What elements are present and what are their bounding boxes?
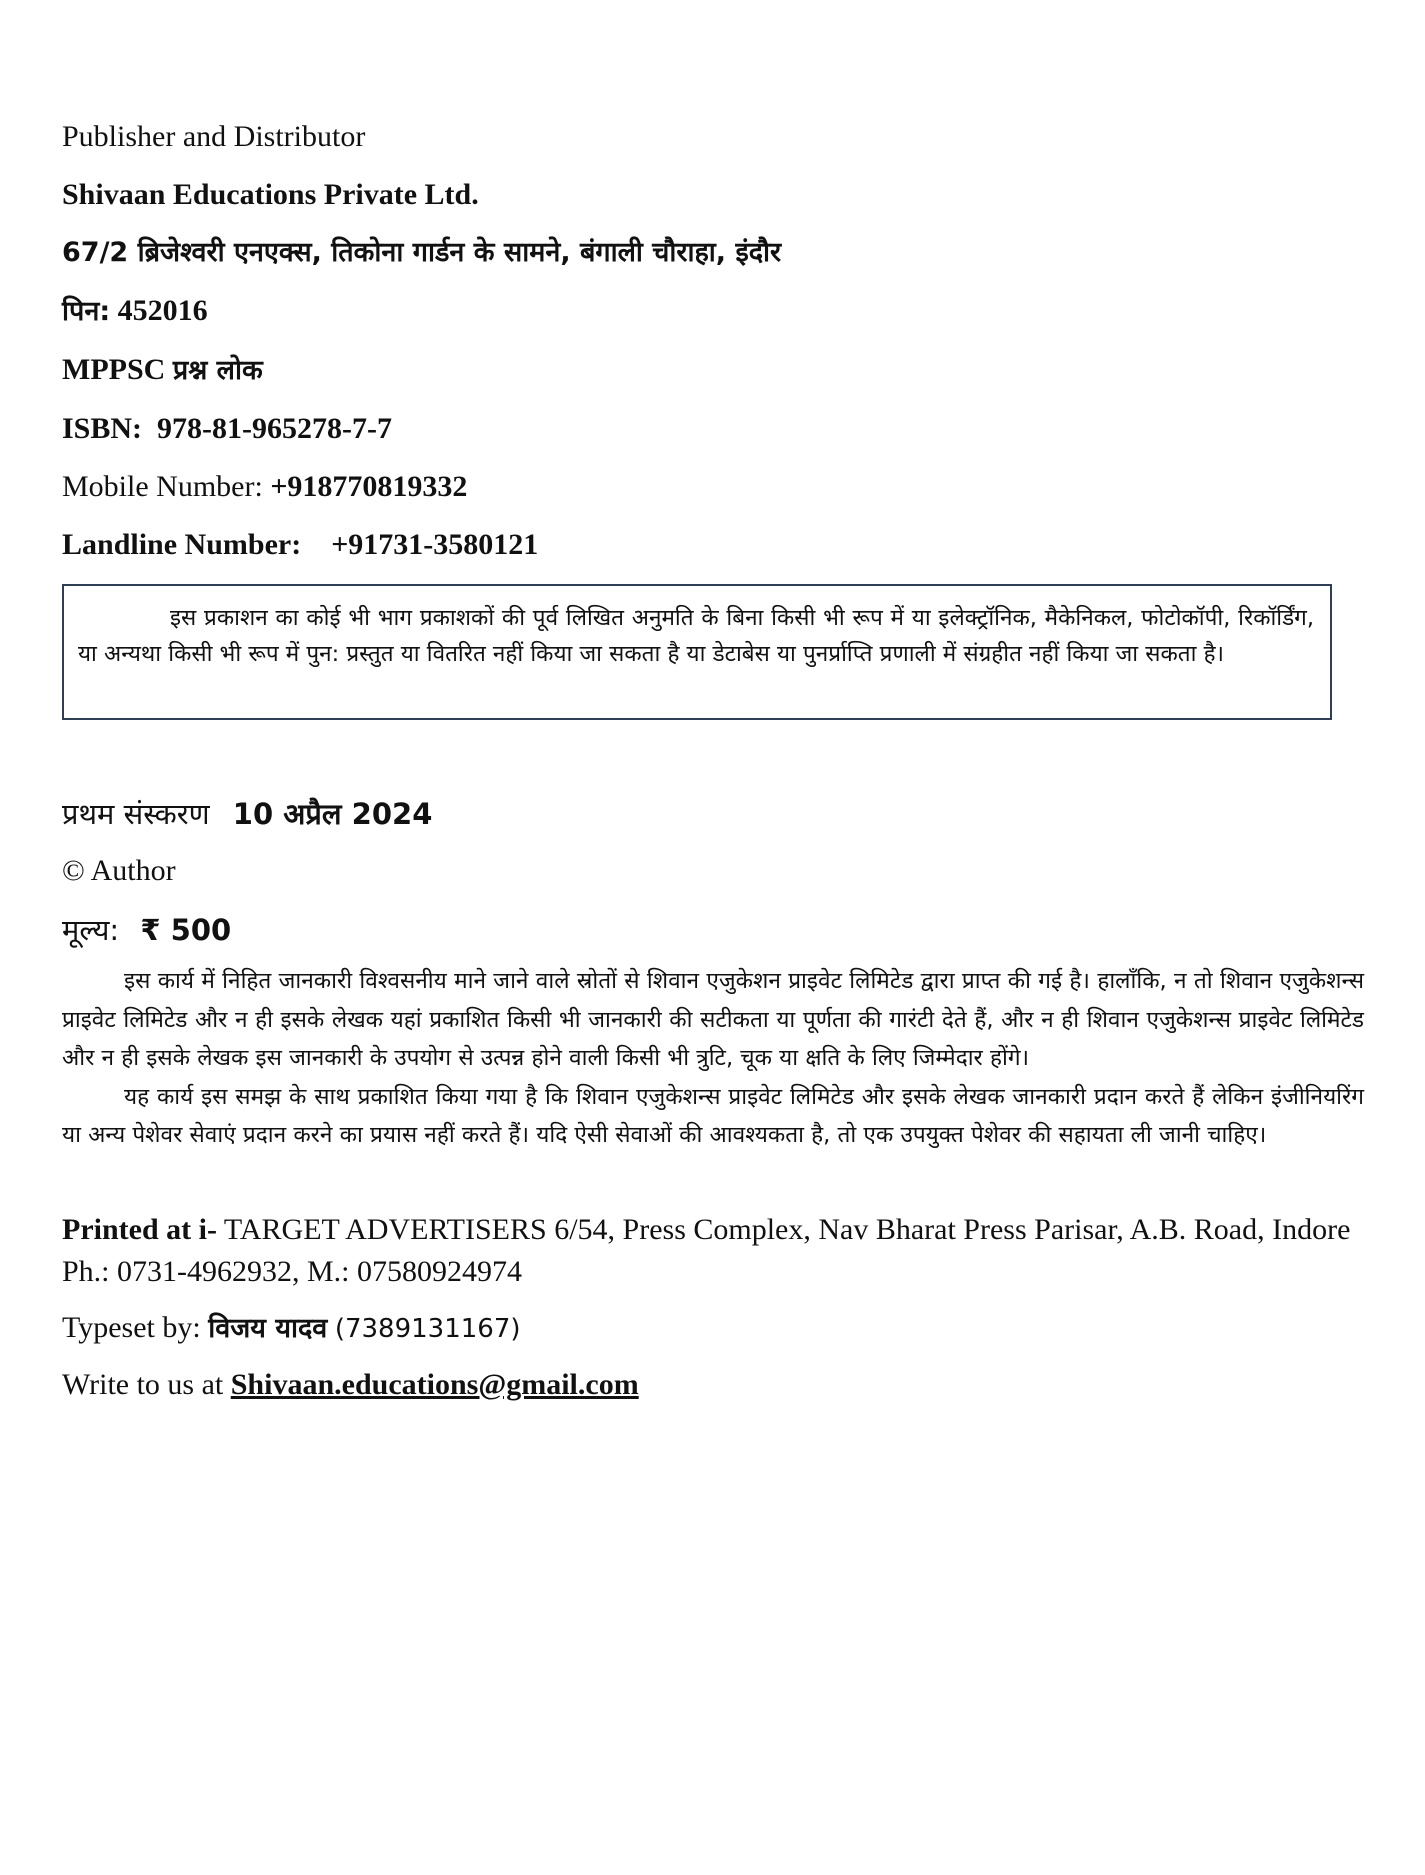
typeset-line bbox=[62, 1307, 1366, 1350]
landline-label: Landline Number: bbox=[62, 528, 302, 561]
typeset-label: Typeset by: bbox=[62, 1310, 201, 1344]
printed-value: TARGET ADVERTISERS 6/54, Press Complex, Nav Bharat Press Parisar, A.B. Road, Indore Ph.: 0731-4962932, M.: 07580924974 bbox=[62, 1212, 1351, 1288]
landline-value: +91731-3580121 bbox=[331, 528, 539, 561]
disclaimer-paragraph-2: यह कार्य इस समझ के साथ प्रकाशित किया गया है कि शिवान एजुकेशन्स प्राइवेट लिमिटेड और इसके लेखक जानकारी प्रदान करते हैं लेकिन इंजीनियरिंग या अन्य पेशेवर सेवाएं प्रदान करने का प्रयास नहीं करते हैं। यदि ऐसी सेवाओं की आवश्यकता है, तो एक उपयुक्त पेशेवर की सहायता ली जानी चाहिए। bbox=[62, 1083, 1364, 1148]
typeset-phone: (7389131167) bbox=[334, 1313, 521, 1344]
isbn-line bbox=[62, 410, 1366, 448]
printed-label: Printed at i- bbox=[62, 1212, 217, 1246]
isbn-value: 978-81-965278-7-7 bbox=[157, 412, 392, 445]
price-label: मूल्य: bbox=[62, 913, 120, 947]
landline-line bbox=[62, 526, 1366, 564]
company-name: Shivaan Educations Private Ltd. bbox=[62, 178, 479, 211]
book-title-line bbox=[62, 351, 1366, 390]
book-title-hi: प्रश्न लोक bbox=[172, 355, 263, 386]
imprint-page bbox=[62, 118, 1366, 1406]
price-line bbox=[62, 910, 1366, 950]
edition-line bbox=[62, 794, 1366, 834]
contact-line bbox=[62, 1364, 1366, 1406]
edition-date: 10 अप्रैल 2024 bbox=[232, 797, 433, 831]
copyright-author: © Author bbox=[62, 854, 176, 887]
edition-label: प्रथम संस्करण bbox=[62, 797, 210, 831]
isbn-label: ISBN: bbox=[62, 412, 143, 445]
mobile-value: +918770819332 bbox=[270, 470, 468, 503]
pin-value: 452016 bbox=[117, 294, 208, 327]
printed-at bbox=[62, 1209, 1366, 1293]
typeset-name: विजय यादव bbox=[208, 1312, 328, 1344]
pin-label: पिन: bbox=[62, 296, 111, 327]
mobile-line bbox=[62, 468, 1366, 506]
pin-line bbox=[62, 292, 1366, 331]
disclaimer-paragraph-1: इस कार्य में निहित जानकारी विश्वसनीय माने जाने वाले स्रोतों से शिवान एजुकेशन प्राइवेट लिमिटेड द्वारा प्राप्त की गई है। हालाँकि, न तो शिवान एजुकेशन्स प्राइवेट लिमिटेड और न ही इसके लेखक यहां प्रकाशित किसी भी जानकारी की सटीकता या पूर्णता की गारंटी देते हैं, और न ही शिवान एजुकेशन्स प्राइवेट लिमिटेड और न ही इसके लेखक इस जानकारी के उपयोग से उत्पन्न होने वाली किसी भी त्रुटि, चूक या क्षति के लिए जिम्मेदार होंगे। bbox=[62, 968, 1364, 1071]
address: 67/2 ब्रिजेश्वरी एनएक्स, तिकोना गार्डन के सामने, बंगाली चौराहा, इंदौर bbox=[62, 237, 782, 268]
publisher-label: Publisher and Distributor bbox=[62, 120, 366, 153]
book-title-en: MPPSC bbox=[62, 353, 166, 386]
copyright-notice-box: इस प्रकाशन का कोई भी भाग प्रकाशकों की पूर्व लिखित अनुमति के बिना किसी भी रूप में या इलेक्ट्रॉनिक, मैकेनिकल, फोटोकॉपी, रिकॉर्डिंग, या अन्यथा किसी भी रूप में पुन: प्रस्तुत या वितरित नहीं किया जा सकता है या डेटाबेस या पुनर्प्राप्ति प्रणाली में संग्रहीत नहीं किया जा सकता है। bbox=[62, 584, 1332, 720]
write-label: Write to us at bbox=[62, 1367, 224, 1401]
price-value: ₹ 500 bbox=[140, 913, 232, 947]
email-link[interactable]: Shivaan.educations@gmail.com bbox=[230, 1367, 639, 1401]
mobile-label: Mobile Number: bbox=[62, 470, 263, 503]
